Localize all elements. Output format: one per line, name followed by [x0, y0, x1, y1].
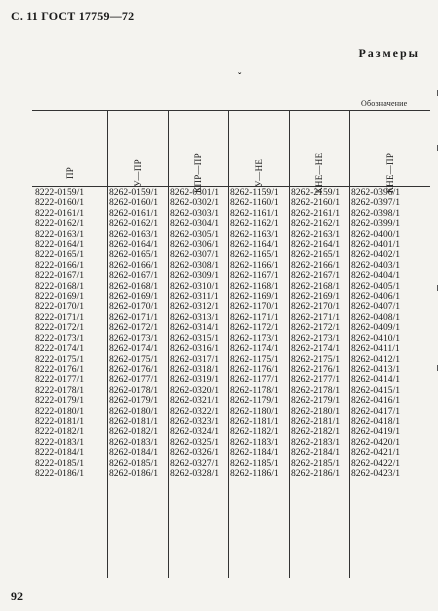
table-cell: 8222-0182/1 [35, 427, 85, 438]
table-cell: 8262-1175/1 [230, 354, 279, 365]
table-cell: 8262-1169/1 [230, 292, 279, 303]
table-cell: 8262-2185/1 [291, 458, 341, 469]
table-cell: 8262-1160/1 [230, 198, 279, 209]
table-cell: 8262-0170/1 [109, 302, 159, 313]
table-cell: 8262-0175/1 [109, 354, 159, 365]
table-cell: 8262-0403/1 [351, 260, 401, 271]
table-cell: 8262-0409/1 [351, 323, 401, 334]
table-row [33, 292, 430, 302]
table-cell: 8262-0328/1 [170, 468, 220, 479]
table-cell: 8262-0399/1 [351, 219, 401, 230]
table-cell: 8262-1171/1 [230, 312, 279, 323]
table-cell: 8262-1174/1 [230, 344, 279, 355]
table-row [33, 334, 430, 344]
table-cell: 8262-2165/1 [291, 250, 341, 261]
table-cell: 8262-1165/1 [230, 250, 279, 261]
table-cell: 8262-0185/1 [109, 458, 159, 469]
table-cell: 8262-0305/1 [170, 229, 220, 240]
table-cell: 8262-1163/1 [230, 229, 279, 240]
table-row [33, 365, 430, 375]
table-cell: 8262-0400/1 [351, 229, 401, 240]
table-cell: 8262-0172/1 [109, 323, 159, 334]
table-cell: 8262-0182/1 [109, 427, 159, 438]
table-cell: 8262-0413/1 [351, 364, 401, 375]
table-cell: 8262-0169/1 [109, 292, 159, 303]
table-cell: 8262-0167/1 [109, 271, 159, 282]
table-cell: 8262-0168/1 [109, 281, 159, 292]
table-cell: 8262-0407/1 [351, 302, 401, 313]
table-cell: 8262-0416/1 [351, 396, 401, 407]
designation-subheader: Обозначение [361, 99, 408, 108]
table-cell: 8262-2163/1 [291, 229, 341, 240]
table-cell: 8262-0301/1 [170, 188, 220, 198]
table-cell: 8262-0181/1 [109, 416, 159, 427]
table-cell: 8262-0422/1 [351, 458, 401, 469]
table-cell: 8262-0417/1 [351, 406, 401, 417]
table-cell: 8222-0171/1 [35, 312, 85, 323]
table-cell: 8222-0176/1 [35, 364, 85, 375]
table-cell: 8262-2169/1 [291, 292, 341, 303]
table-cell: 8262-0323/1 [170, 416, 220, 427]
table-cell: 8262-0322/1 [170, 406, 220, 417]
table-cell: 8262-1183/1 [230, 437, 279, 448]
table-cell: 8262-2177/1 [291, 375, 341, 386]
table-cell: 8262-0306/1 [170, 240, 220, 251]
table-cell: 8222-0172/1 [35, 323, 85, 334]
table-cell: 8262-0307/1 [170, 250, 220, 261]
table-row [33, 282, 430, 292]
table-cell: 8262-0186/1 [109, 468, 159, 479]
table-cell: 8262-2175/1 [291, 354, 341, 365]
table-cell: 8222-0179/1 [35, 396, 85, 407]
table-cell: 8262-2183/1 [291, 437, 341, 448]
table-cell: 8262-1180/1 [230, 406, 279, 417]
table-row [33, 240, 430, 250]
table-row [33, 375, 430, 385]
table-cell: 8262-0163/1 [109, 229, 159, 240]
table-cell: 8222-0186/1 [35, 468, 85, 479]
table-cell: 8262-0303/1 [170, 208, 220, 219]
table-cell: 8262-2173/1 [291, 333, 341, 344]
table-cell: 8262-0177/1 [109, 375, 159, 386]
column-header-pr: ПР [64, 166, 75, 180]
table-cell: 8262-1162/1 [230, 219, 279, 230]
table-cell: 8262-0411/1 [351, 344, 400, 355]
table-cell: 8262-0415/1 [351, 385, 401, 396]
table-cell: 8262-0318/1 [170, 364, 220, 375]
table-cell: 8262-1166/1 [230, 260, 279, 271]
table-cell: 8262-2178/1 [291, 385, 341, 396]
table-row [33, 459, 430, 469]
table-cell: 8262-0406/1 [351, 292, 401, 303]
page-header: С. 11 ГОСТ 17759—72 [11, 9, 135, 23]
column-header-u-pr: У—ПР [132, 159, 143, 187]
table-cell: 8262-0171/1 [109, 312, 159, 323]
table-cell: 8222-0159/1 [35, 188, 85, 198]
page-number: 92 [11, 589, 23, 603]
table-cell: 8262-2159/1 [291, 188, 341, 198]
table-cell: 8262-1173/1 [230, 333, 279, 344]
table-row [33, 250, 430, 260]
table-row [33, 469, 430, 479]
table-cell: 8262-2171/1 [291, 312, 341, 323]
table-cell: 8222-0173/1 [35, 333, 85, 344]
table-cell: 8262-2186/1 [291, 468, 341, 479]
table-cell: 8262-0309/1 [170, 271, 220, 282]
table-cell: 8222-0174/1 [35, 344, 85, 355]
table-row [33, 438, 430, 448]
table-cell: 8262-0405/1 [351, 281, 401, 292]
table-cell: 8262-1159/1 [230, 188, 279, 198]
table-cell: 8262-2170/1 [291, 302, 341, 313]
table-cell: 8262-0312/1 [170, 302, 220, 313]
column-header-u-ne: У—НЕ [253, 158, 264, 188]
table-cell: 8262-0404/1 [351, 271, 401, 282]
column-header-kpr-pr: КПР—ПР [193, 153, 203, 193]
table-cell: 8262-2174/1 [291, 344, 341, 355]
table-cell: 8262-2176/1 [291, 364, 341, 375]
table-row [33, 448, 430, 458]
table-row [33, 198, 430, 208]
table-row [33, 355, 430, 365]
table-body [33, 188, 430, 479]
table-cell: 8262-2162/1 [291, 219, 341, 230]
table-cell: 8222-0169/1 [35, 292, 85, 303]
table-cell: 8262-0174/1 [109, 344, 159, 355]
table-cell: 8262-1186/1 [230, 468, 279, 479]
table-row [33, 313, 430, 323]
table-row [33, 396, 430, 406]
table-cell: 8262-1178/1 [230, 385, 279, 396]
table-cell: 8262-2166/1 [291, 260, 341, 271]
table-cell: 8262-2179/1 [291, 396, 341, 407]
table-cell: 8262-0310/1 [170, 281, 220, 292]
table-cell: 8262-0414/1 [351, 375, 401, 386]
table-cell: 8262-0314/1 [170, 323, 220, 334]
table-cell: 8262-2161/1 [291, 208, 341, 219]
table-cell: 8262-0420/1 [351, 437, 401, 448]
table-row [33, 344, 430, 354]
table-cell: 8262-0308/1 [170, 260, 220, 271]
table-cell: 8262-1168/1 [230, 281, 279, 292]
table-cell: 8222-0175/1 [35, 354, 85, 365]
table-cell: 8262-0316/1 [170, 344, 220, 355]
table-cell: 8262-0419/1 [351, 427, 401, 438]
table-cell: 8222-0164/1 [35, 240, 85, 251]
table-cell: 8262-0304/1 [170, 219, 220, 230]
table-cell: 8262-0398/1 [351, 208, 401, 219]
table-cell: 8222-0162/1 [35, 219, 85, 230]
table-cell: 8262-1185/1 [230, 458, 279, 469]
table-cell: 8222-0184/1 [35, 448, 85, 459]
table-cell: 8262-0180/1 [109, 406, 159, 417]
table-cell: 8262-1177/1 [230, 375, 279, 386]
table-cell: 8262-0324/1 [170, 427, 220, 438]
table-cell: 8262-1161/1 [230, 208, 279, 219]
table-cell: 8262-0165/1 [109, 250, 159, 261]
table-cell: 8262-0401/1 [351, 240, 401, 251]
table-cell: 8262-1182/1 [230, 427, 279, 438]
table-cell: 8262-0161/1 [109, 208, 159, 219]
table-cell: 8262-0326/1 [170, 448, 220, 459]
table-cell: 8262-0311/1 [170, 292, 219, 303]
header-bottom-rule [32, 186, 430, 187]
table-cell: 8262-1184/1 [230, 448, 279, 459]
table-row [33, 261, 430, 271]
table-cell: 8262-0418/1 [351, 416, 401, 427]
table-cell: 8222-0165/1 [35, 250, 85, 261]
table-cell: 8262-1172/1 [230, 323, 279, 334]
table-row [33, 209, 430, 219]
designation-table [33, 188, 430, 479]
table-cell: 8262-0178/1 [109, 385, 159, 396]
table-cell: 8222-0160/1 [35, 198, 85, 209]
table-cell: 8262-0408/1 [351, 312, 401, 323]
table-cell: 8262-2160/1 [291, 198, 341, 209]
table-cell: 8262-0159/1 [109, 188, 159, 198]
table-cell: 8262-2164/1 [291, 240, 341, 251]
table-cell: 8262-0423/1 [351, 468, 401, 479]
table-cell: 8262-0162/1 [109, 219, 159, 230]
table-cell: 8262-2181/1 [291, 416, 341, 427]
table-row [33, 230, 430, 240]
table-cell: 8262-0183/1 [109, 437, 159, 448]
column-header-kne-ne: КНЕ—НЕ [314, 152, 324, 194]
tick-mark: ˇ [238, 72, 242, 83]
table-cell: 8262-0319/1 [170, 375, 220, 386]
table-cell: 8262-0396/1 [351, 188, 401, 198]
table-row [33, 427, 430, 437]
table-cell: 8262-2184/1 [291, 448, 341, 459]
table-cell: 8222-0183/1 [35, 437, 85, 448]
table-cell: 8222-0168/1 [35, 281, 85, 292]
table-cell: 8262-1170/1 [230, 302, 279, 313]
table-cell: 8222-0178/1 [35, 385, 85, 396]
table-cell: 8262-0412/1 [351, 354, 401, 365]
table-cell: 8262-0184/1 [109, 448, 159, 459]
table-cell: 8262-0176/1 [109, 364, 159, 375]
table-cell: 8262-0410/1 [351, 333, 401, 344]
column-header-kne-pr: КНЕ—ПР [384, 152, 395, 194]
table-cell: 8262-0166/1 [109, 260, 159, 271]
table-cell: 8262-0173/1 [109, 333, 159, 344]
table-cell: 8262-0325/1 [170, 437, 220, 448]
table-cell: 8262-0397/1 [351, 198, 401, 209]
section-title: Размеры [358, 46, 420, 60]
table-cell: 8262-1181/1 [230, 416, 279, 427]
table-cell: 8262-0320/1 [170, 385, 220, 396]
table-cell: 8262-0302/1 [170, 198, 220, 209]
table-cell: 8262-1179/1 [230, 396, 279, 407]
table-cell: 8262-0317/1 [170, 354, 220, 365]
table-cell: 8222-0181/1 [35, 416, 85, 427]
table-cell: 8262-2180/1 [291, 406, 341, 417]
table-cell: 8262-2172/1 [291, 323, 341, 334]
table-cell: 8262-0315/1 [170, 333, 220, 344]
table-cell: 8262-1167/1 [230, 271, 279, 282]
table-cell: 8262-2182/1 [291, 427, 341, 438]
table-cell: 8262-2168/1 [291, 281, 341, 292]
table-cell: 8222-0163/1 [35, 229, 85, 240]
table-cell: 8222-0167/1 [35, 271, 85, 282]
table-row [33, 407, 430, 417]
table-cell: 8222-0166/1 [35, 260, 85, 271]
table-cell: 8222-0180/1 [35, 406, 85, 417]
table-cell: 8262-0179/1 [109, 396, 159, 407]
table-cell: 8222-0177/1 [35, 375, 85, 386]
table-row [33, 323, 430, 333]
table-cell: 8262-0321/1 [170, 396, 220, 407]
table-cell: 8262-0327/1 [170, 458, 220, 469]
table-cell: 8262-1164/1 [230, 240, 279, 251]
table-cell: 8262-0164/1 [109, 240, 159, 251]
table-cell: 8262-0160/1 [109, 198, 159, 209]
table-cell: 8262-0421/1 [351, 448, 401, 459]
table-row [33, 386, 430, 396]
table-cell: 8222-0161/1 [35, 208, 85, 219]
table-row [33, 188, 430, 198]
table-row [33, 271, 430, 281]
table-cell: 8262-0402/1 [351, 250, 401, 261]
table-cell: 8222-0185/1 [35, 458, 85, 469]
table-cell: 8262-2167/1 [291, 271, 341, 282]
table-cell: 8222-0170/1 [35, 302, 85, 313]
table-cell: 8262-0313/1 [170, 312, 220, 323]
table-row [33, 219, 430, 229]
table-cell: 8262-1176/1 [230, 364, 279, 375]
table-row [33, 417, 430, 427]
table-row [33, 302, 430, 312]
